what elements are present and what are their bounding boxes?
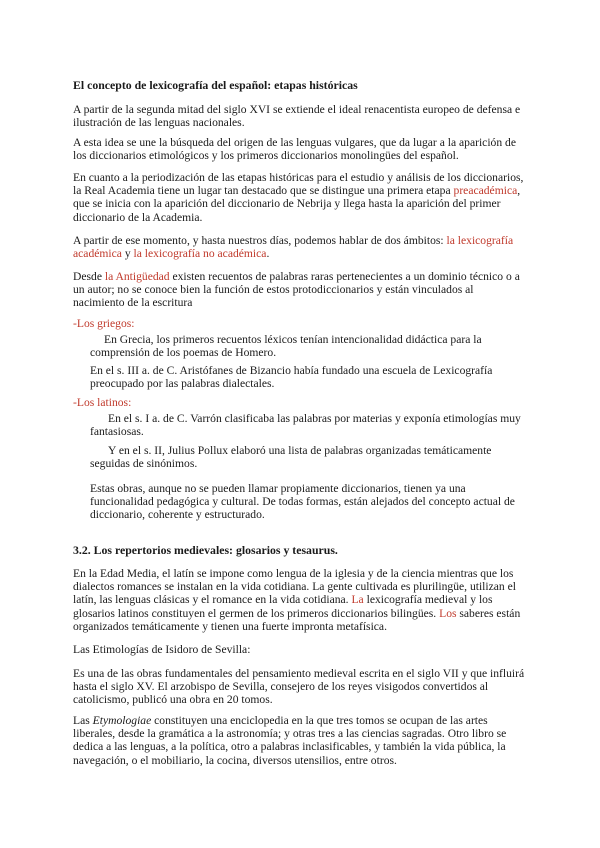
paragraph-two-domains — [73, 234, 525, 260]
latins-paragraph-varro: En el s. I a. de C. Varrón clasificaba las palabras por materias y exponía etimologías muy fantasiosas. — [90, 412, 521, 439]
paragraph-etymological-dictionaries: A esta idea se une la búsqueda del origen de las lenguas vulgares, que da lugar a la aparición de los diccionarios etimológicos y los primeros diccionarios monolingües del español. — [73, 136, 516, 163]
text-run: . — [266, 247, 270, 261]
greeks-paragraph-aristophanes: En el s. III a. de C. Aristófanes de Bizancio había fundado una escuela de Lexicografía preocupado por las palabras dialectales. — [90, 364, 493, 391]
greeks-heading: -Los griegos: — [73, 317, 135, 330]
document-title: El concepto de lexicografía del español: etapas históricas — [73, 78, 358, 92]
latins-heading: -Los latinos: — [73, 396, 132, 409]
highlighted-term: la Antigüedad — [104, 270, 170, 283]
paragraph-renaissance: A partir de la segunda mitad del siglo XVI se extiende el ideal renacentista europeo de defensa e ilustración de las lenguas nacionales. — [73, 103, 521, 130]
text-run: y — [121, 247, 134, 261]
paragraph-antiquity — [73, 270, 525, 310]
text-run: constituyen una enciclopedia en la que tres tomos se ocupan de las artes liberales, desde la gramática a la astronomía; y otras tres a las ciencias sagradas. Otro libro se dedica a las lenguas, a la política, otro a palabras inclasificables, y también la vida pública, la navegación, o el mobiliario, la cocina, diversos utensilios, entre otros. — [73, 714, 507, 767]
latins-paragraph-summary: Estas obras, aunque no se pueden llamar propiamente diccionarios, tienen ya una funcionalidad pedagógica y cultural. De todas formas, están alejados del concepto actual de diccionario, coherente y estructurado. — [90, 482, 515, 522]
paragraph-isidoro-work: Es una de las obras fundamentales del pensamiento medieval escrita en el siglo VII y que influirá hasta el siglo XV. El arzobispo de Sevilla, consejero de los reyes visigodos convertidos al catolicismo, publicó una obra en 20 tomos. — [73, 667, 525, 707]
greeks-paragraph-homer: En Grecia, los primeros recuentos léxicos tenían intencionalidad didáctica para la comprensión de los poemas de Homero. — [90, 333, 482, 360]
text-run: Las — [73, 714, 93, 727]
text-run: saberes están organizados temáticamente y tienen una fuerte impronta metafísica. — [73, 606, 521, 633]
text-run: A partir de ese momento, y hasta nuestros días, podemos hablar de dos ámbitos: — [73, 234, 447, 247]
book-title: Etymologiae — [92, 714, 152, 727]
text-run: , que se inicia con la aparición del diccionario de Nebrija y llega hasta la aparición del primer diccionario de la Academia. — [73, 184, 521, 224]
highlighted-term: la lexicografía no académica — [133, 247, 267, 261]
paragraph-etymologiae — [73, 714, 525, 767]
text-run: En la Edad Media, el latín se impone como lengua de la iglesia y de la ciencia mientras que los dialectos romances se instalan en la vida cotidiana. La gente cultivada es plurilingüe, utilizan el latín, las lenguas clásicas y el romance en la vida cotidiana. — [73, 567, 516, 607]
highlighted-term: preacadémica — [453, 184, 518, 198]
highlighted-term: la lexicografía académica — [73, 234, 514, 261]
highlighted-term: Los — [439, 606, 457, 620]
section-heading-medieval: 3.2. Los repertorios medievales: glosarios y tesaurus. — [73, 543, 338, 557]
text-run: lexicografía medieval y los glosarios latinos constituyen el germen de los primeros diccionarios bilingües. — [73, 593, 493, 620]
paragraph-middle-ages — [73, 567, 525, 633]
text-run: Desde — [73, 270, 105, 283]
isidoro-heading: Las Etimologías de Isidoro de Sevilla: — [73, 643, 251, 656]
text-run: En cuanto a la periodización de las etapas históricas para el estudio y análisis de los diccionarios, la Real Academia tiene un lugar tan destacado que se distingue una primera etapa — [73, 171, 524, 198]
latins-paragraph-pollux: Y en el s. II, Julius Pollux elaboró una lista de palabras organizadas temáticamente seguidas de sinónimos. — [90, 444, 492, 471]
text-run: existen recuentos de palabras raras pertenecientes a un dominio técnico o a un autor; no se conoce bien la función de estos protodiccionarios y están vinculados al nacimiento de la escritura — [73, 270, 520, 310]
highlighted-term: La — [351, 593, 364, 607]
paragraph-periodization — [73, 171, 525, 224]
